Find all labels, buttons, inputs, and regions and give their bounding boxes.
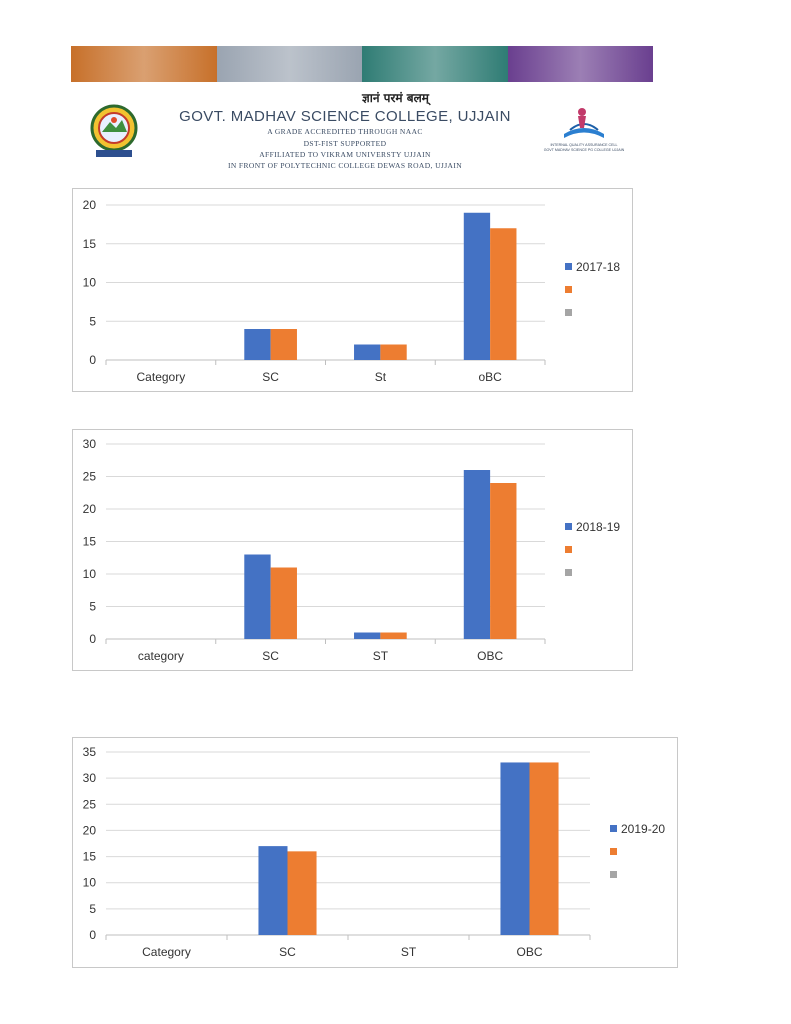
bar-sc-series-2	[271, 329, 297, 360]
y-tick-label: 10	[82, 875, 96, 890]
y-tick-label: 20	[82, 198, 96, 212]
x-tick-label: category	[137, 649, 184, 663]
x-tick-label: ST	[372, 649, 389, 663]
header-banner	[71, 46, 653, 82]
x-tick-label: SC	[262, 370, 279, 384]
y-tick-label: 10	[82, 275, 96, 290]
college-name: GOVT. MADHAV SCIENCE COLLEGE, UJJAIN	[179, 108, 511, 125]
y-tick-label: 15	[82, 236, 96, 251]
banner-atoms-image	[508, 46, 654, 82]
y-tick-label: 15	[82, 849, 96, 864]
y-tick-label: 35	[82, 745, 96, 759]
bar-sc-series-1	[244, 329, 270, 360]
bar-obc-series-1	[464, 213, 490, 360]
bar-sc-series-1	[244, 555, 270, 640]
legend-swatch	[565, 523, 572, 530]
bar-sc-series-2	[271, 568, 297, 640]
bar-obc-series-1	[500, 762, 529, 935]
x-tick-label: ST	[400, 945, 417, 959]
chart-2017-18-svg	[73, 189, 632, 391]
y-tick-label: 0	[89, 632, 96, 646]
y-tick-label: 5	[89, 901, 96, 916]
y-tick-label: 0	[89, 928, 96, 942]
x-tick-label: SC	[262, 649, 279, 663]
affiliation-line: AFFILIATED TO VIKRAM UNIVERSTY UJJAIN	[259, 150, 431, 159]
banner-molecule-image	[362, 46, 508, 82]
x-tick-label: St	[374, 370, 387, 384]
legend-swatch	[610, 848, 617, 855]
y-tick-label: 20	[82, 823, 96, 838]
bar-st-series-2	[380, 345, 406, 361]
legend-label: 2018-19	[576, 520, 621, 534]
y-tick-label: 25	[82, 797, 96, 812]
x-tick-label: oBC	[478, 370, 502, 384]
bar-st-series-1	[354, 633, 380, 640]
bar-obc-series-1	[464, 470, 490, 639]
college-motto: ज्ञानं परमं बलम्	[362, 91, 429, 105]
legend-swatch	[610, 871, 617, 878]
bar-obc-series-2	[530, 762, 559, 935]
dst-fist-line: DST-FIST SUPPORTED	[303, 139, 387, 148]
iqac-logo-text-1: INTERNAL QUALITY ASSURANCE CELL	[550, 143, 618, 147]
x-tick-label: OBC	[516, 945, 543, 959]
bar-obc-series-2	[490, 483, 516, 639]
college-emblem-logo	[84, 104, 144, 160]
y-tick-label: 30	[82, 771, 96, 786]
y-tick-label: 10	[82, 567, 96, 581]
legend-swatch	[565, 309, 572, 316]
y-tick-label: 0	[89, 353, 96, 367]
bar-obc-series-2	[490, 228, 516, 360]
x-tick-label: Category	[142, 945, 191, 959]
legend-swatch	[565, 569, 572, 576]
legend-swatch	[565, 546, 572, 553]
chart-2017-18	[72, 188, 633, 392]
chart-2018-19-svg	[73, 430, 632, 670]
chart-2019-20	[72, 737, 678, 968]
legend-label: 2019-20	[621, 822, 666, 836]
chart-2018-19	[72, 429, 633, 671]
chart-2019-20-svg	[73, 738, 677, 967]
y-tick-label: 20	[82, 502, 96, 516]
iqac-logo-text-2: GOVT MADHAV SCIENCE PG COLLEGE UJJAIN	[543, 148, 625, 152]
y-tick-label: 5	[89, 314, 96, 329]
bar-st-series-2	[380, 633, 406, 640]
bar-sc-series-1	[258, 846, 287, 935]
y-tick-label: 15	[82, 534, 96, 549]
address-line: IN FRONT OF POLYTECHNIC COLLEGE DEWAS ROAD, UJJAIN	[227, 161, 463, 170]
y-tick-label: 25	[82, 469, 96, 484]
y-tick-label: 5	[89, 599, 96, 614]
y-tick-label: 30	[82, 437, 96, 451]
bar-st-series-1	[354, 345, 380, 361]
banner-robot-image	[217, 46, 363, 82]
banner-physics-image	[71, 46, 217, 82]
x-tick-label: SC	[279, 945, 296, 959]
x-tick-label: OBC	[477, 649, 504, 663]
accreditation-line: A GRADE ACCREDITED THROUGH NAAC	[267, 127, 423, 136]
legend-swatch	[565, 286, 572, 293]
legend-swatch	[565, 263, 572, 270]
legend-label: 2017-18	[576, 260, 621, 274]
x-tick-label: Category	[136, 370, 186, 384]
legend-swatch	[610, 825, 617, 832]
bar-sc-series-2	[288, 851, 317, 935]
